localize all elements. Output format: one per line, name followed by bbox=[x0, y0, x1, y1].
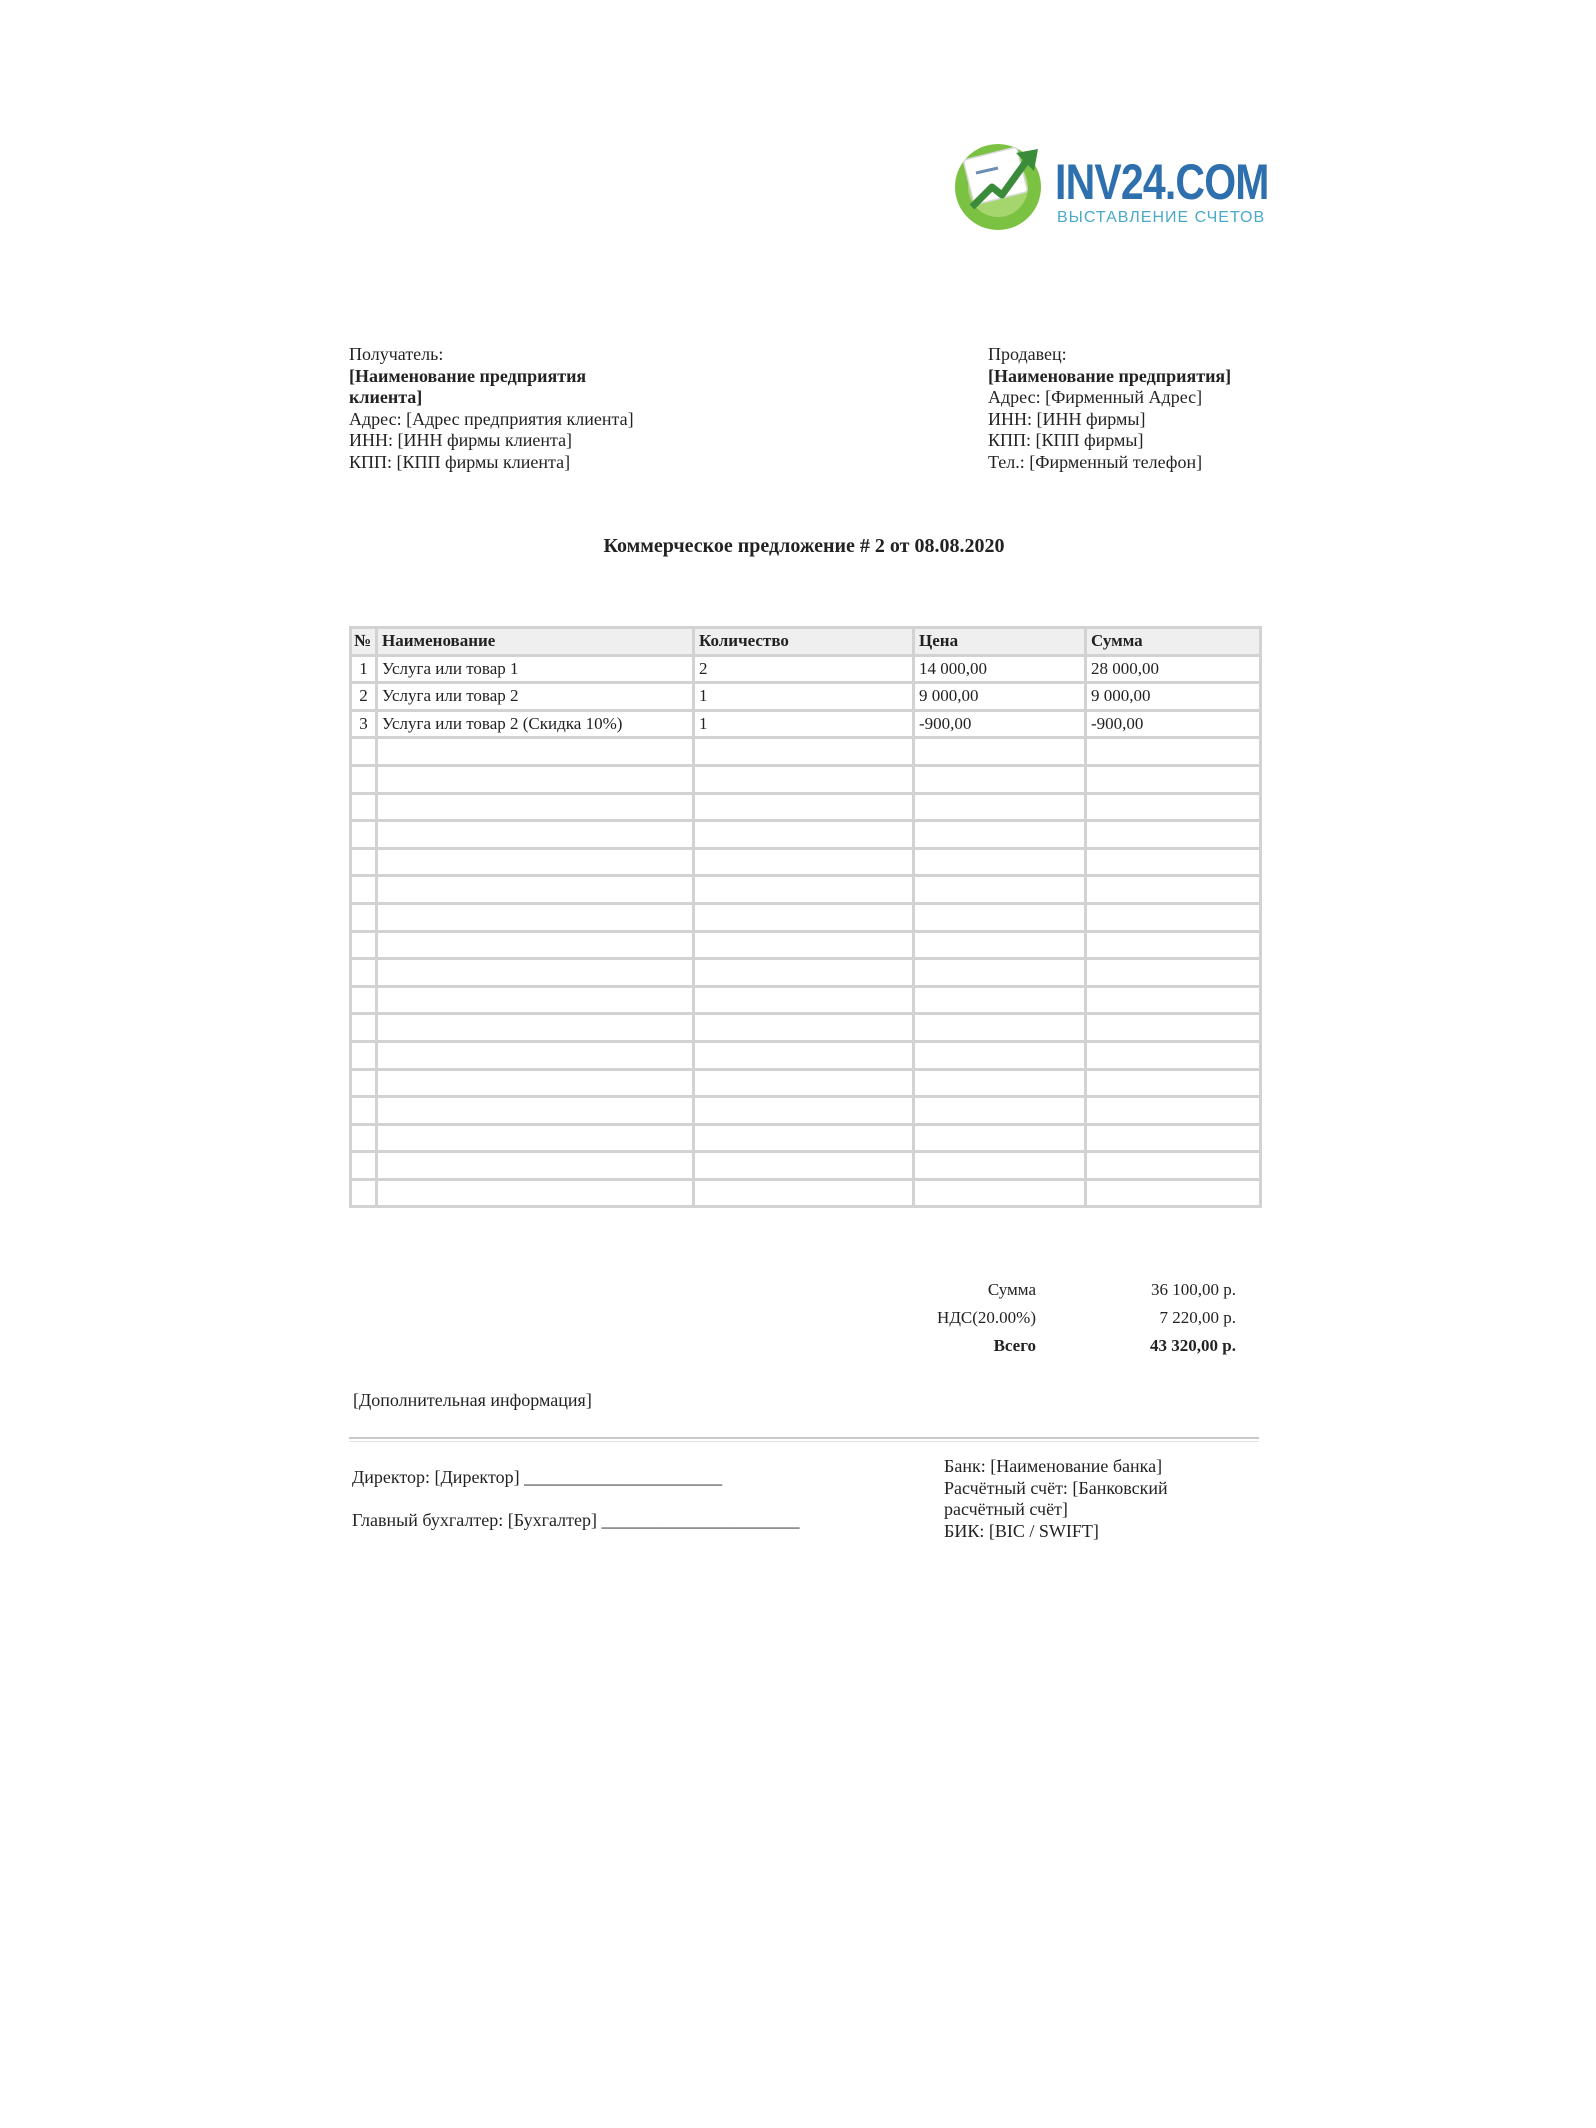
empty-cell bbox=[351, 903, 377, 931]
accountant-label: Главный бухгалтер: [Бухгалтер] bbox=[352, 1510, 597, 1530]
total-row bbox=[880, 1332, 1240, 1360]
empty-cell bbox=[351, 793, 377, 821]
recipient-name-line2: клиента] bbox=[349, 387, 423, 407]
empty-table-row bbox=[351, 1152, 1261, 1180]
empty-cell bbox=[914, 986, 1086, 1014]
bank-account-line2: расчётный счёт] bbox=[944, 1499, 1068, 1519]
empty-table-row bbox=[351, 1041, 1261, 1069]
cell-sum: 9 000,00 bbox=[1086, 683, 1261, 711]
empty-cell bbox=[351, 821, 377, 849]
empty-cell bbox=[1086, 738, 1261, 766]
seller-block bbox=[988, 344, 1318, 473]
logo-tagline: ВЫСТАВЛЕНИЕ СЧЕТОВ bbox=[1057, 209, 1266, 226]
empty-cell bbox=[1086, 765, 1261, 793]
empty-cell bbox=[351, 876, 377, 904]
empty-cell bbox=[694, 1179, 914, 1207]
empty-cell bbox=[914, 848, 1086, 876]
empty-cell bbox=[914, 931, 1086, 959]
document-title: Коммерческое предложение # 2 от 08.08.2020 bbox=[603, 535, 1005, 557]
empty-cell bbox=[351, 765, 377, 793]
empty-cell bbox=[377, 1179, 694, 1207]
director-signature bbox=[352, 1467, 722, 1488]
header-price: Цена bbox=[914, 628, 1086, 656]
cell-price: -900,00 bbox=[914, 710, 1086, 738]
divider bbox=[349, 1437, 1259, 1439]
empty-cell bbox=[694, 959, 914, 987]
empty-table-row bbox=[351, 1124, 1261, 1152]
empty-cell bbox=[1086, 1097, 1261, 1125]
empty-cell bbox=[914, 738, 1086, 766]
empty-cell bbox=[1086, 986, 1261, 1014]
empty-cell bbox=[1086, 1014, 1261, 1042]
empty-cell bbox=[377, 931, 694, 959]
empty-cell bbox=[914, 1124, 1086, 1152]
empty-cell bbox=[1086, 903, 1261, 931]
empty-cell bbox=[914, 959, 1086, 987]
accountant-signature-line: ______________________ bbox=[601, 1510, 800, 1530]
seller-phone: Тел.: [Фирменный телефон] bbox=[988, 451, 1203, 472]
empty-cell bbox=[914, 1014, 1086, 1042]
seller-kpp: КПП: [КПП фирмы] bbox=[988, 430, 1144, 450]
brand-logo bbox=[950, 135, 1269, 235]
director-label: Директор: [Директор] bbox=[352, 1467, 520, 1487]
empty-cell bbox=[1086, 1041, 1261, 1069]
empty-table-row bbox=[351, 931, 1261, 959]
subtotal-row bbox=[880, 1276, 1240, 1304]
table-row bbox=[351, 655, 1261, 683]
vat-row bbox=[880, 1304, 1240, 1332]
empty-cell bbox=[914, 821, 1086, 849]
empty-table-row bbox=[351, 821, 1261, 849]
additional-info: [Дополнительная информация] bbox=[353, 1390, 592, 1410]
cell-num: 1 bbox=[351, 655, 377, 683]
empty-cell bbox=[377, 959, 694, 987]
divider bbox=[349, 1441, 1259, 1442]
empty-cell bbox=[377, 1069, 694, 1097]
seller-name: [Наименование предприятия] bbox=[988, 365, 1232, 386]
empty-cell bbox=[1086, 876, 1261, 904]
empty-cell bbox=[351, 1069, 377, 1097]
seller-label: Продавец: bbox=[988, 344, 1067, 364]
empty-cell bbox=[914, 1041, 1086, 1069]
empty-cell bbox=[1086, 821, 1261, 849]
empty-cell bbox=[694, 1014, 914, 1042]
empty-cell bbox=[694, 876, 914, 904]
empty-cell bbox=[914, 793, 1086, 821]
cell-qty: 1 bbox=[694, 710, 914, 738]
empty-cell bbox=[914, 876, 1086, 904]
total-label: Всего bbox=[993, 1336, 1036, 1355]
recipient-address: Адрес: [Адрес предприятия клиента] bbox=[349, 408, 634, 429]
empty-table-row bbox=[351, 1097, 1261, 1125]
empty-table-row bbox=[351, 848, 1261, 876]
logo-brand-text: INV24.COM bbox=[1055, 154, 1269, 210]
empty-cell bbox=[694, 931, 914, 959]
empty-cell bbox=[1086, 793, 1261, 821]
empty-cell bbox=[351, 931, 377, 959]
empty-cell bbox=[694, 848, 914, 876]
header-qty: Количество bbox=[694, 628, 914, 656]
header-num: № bbox=[351, 628, 377, 656]
cell-price: 9 000,00 bbox=[914, 683, 1086, 711]
recipient-label: Получатель: bbox=[349, 344, 444, 364]
empty-cell bbox=[694, 903, 914, 931]
cell-name: Услуга или товар 1 bbox=[377, 655, 694, 683]
empty-cell bbox=[1086, 1069, 1261, 1097]
totals-block bbox=[880, 1276, 1240, 1360]
empty-cell bbox=[377, 903, 694, 931]
header-sum: Сумма bbox=[1086, 628, 1261, 656]
empty-cell bbox=[1086, 931, 1261, 959]
empty-cell bbox=[377, 1041, 694, 1069]
cell-num: 3 bbox=[351, 710, 377, 738]
empty-cell bbox=[351, 738, 377, 766]
empty-cell bbox=[351, 1014, 377, 1042]
cell-sum: 28 000,00 bbox=[1086, 655, 1261, 683]
subtotal-value: 36 100,00 р. bbox=[1151, 1280, 1236, 1299]
bank-bik: БИК: [BIC / SWIFT] bbox=[944, 1520, 1099, 1541]
empty-cell bbox=[377, 1014, 694, 1042]
cell-sum: -900,00 bbox=[1086, 710, 1261, 738]
vat-value: 7 220,00 р. bbox=[1159, 1308, 1236, 1327]
empty-table-row bbox=[351, 738, 1261, 766]
recipient-kpp: КПП: [КПП фирмы клиента] bbox=[349, 451, 571, 472]
empty-cell bbox=[914, 903, 1086, 931]
empty-cell bbox=[1086, 1179, 1261, 1207]
empty-cell bbox=[377, 793, 694, 821]
empty-cell bbox=[694, 1069, 914, 1097]
items-table bbox=[349, 626, 1262, 1208]
cell-num: 2 bbox=[351, 683, 377, 711]
empty-table-row bbox=[351, 793, 1261, 821]
empty-table-row bbox=[351, 959, 1261, 987]
empty-cell bbox=[694, 1041, 914, 1069]
table-row bbox=[351, 710, 1261, 738]
cell-qty: 1 bbox=[694, 683, 914, 711]
empty-cell bbox=[377, 765, 694, 793]
empty-cell bbox=[377, 1124, 694, 1152]
empty-cell bbox=[351, 1179, 377, 1207]
recipient-inn: ИНН: [ИНН фирмы клиента] bbox=[349, 430, 573, 450]
empty-cell bbox=[1086, 1124, 1261, 1152]
empty-table-row bbox=[351, 1014, 1261, 1042]
logo-mark-icon bbox=[950, 135, 1050, 235]
seller-inn: ИНН: [ИНН фирмы] bbox=[988, 408, 1146, 429]
empty-cell bbox=[351, 1041, 377, 1069]
empty-cell bbox=[694, 1152, 914, 1180]
empty-table-row bbox=[351, 986, 1261, 1014]
cell-name: Услуга или товар 2 bbox=[377, 683, 694, 711]
empty-cell bbox=[351, 959, 377, 987]
empty-cell bbox=[377, 986, 694, 1014]
seller-address: Адрес: [Фирменный Адрес] bbox=[988, 387, 1203, 407]
empty-table-row bbox=[351, 765, 1261, 793]
empty-cell bbox=[694, 821, 914, 849]
empty-cell bbox=[351, 1124, 377, 1152]
table-header-row bbox=[351, 628, 1261, 656]
empty-table-row bbox=[351, 1179, 1261, 1207]
empty-cell bbox=[694, 1124, 914, 1152]
empty-cell bbox=[1086, 1152, 1261, 1180]
empty-cell bbox=[914, 765, 1086, 793]
empty-cell bbox=[377, 848, 694, 876]
vat-label: НДС(20.00%) bbox=[937, 1308, 1036, 1327]
header-name: Наименование bbox=[377, 628, 694, 656]
table-row bbox=[351, 683, 1261, 711]
empty-cell bbox=[694, 765, 914, 793]
cell-name: Услуга или товар 2 (Скидка 10%) bbox=[377, 710, 694, 738]
empty-cell bbox=[377, 1152, 694, 1180]
empty-cell bbox=[694, 793, 914, 821]
director-signature-line: ______________________ bbox=[524, 1467, 723, 1487]
subtotal-label: Сумма bbox=[987, 1280, 1036, 1299]
accountant-signature bbox=[352, 1510, 799, 1531]
empty-table-row bbox=[351, 1069, 1261, 1097]
recipient-name-line1: [Наименование предприятия bbox=[349, 365, 587, 386]
cell-price: 14 000,00 bbox=[914, 655, 1086, 683]
bank-name: Банк: [Наименование банка] bbox=[944, 1456, 1163, 1476]
empty-cell bbox=[694, 1097, 914, 1125]
empty-cell bbox=[351, 1097, 377, 1125]
empty-cell bbox=[1086, 959, 1261, 987]
empty-cell bbox=[351, 986, 377, 1014]
empty-cell bbox=[351, 1152, 377, 1180]
empty-cell bbox=[377, 738, 694, 766]
empty-cell bbox=[914, 1179, 1086, 1207]
empty-cell bbox=[694, 986, 914, 1014]
empty-cell bbox=[377, 876, 694, 904]
empty-cell bbox=[914, 1097, 1086, 1125]
empty-cell bbox=[914, 1069, 1086, 1097]
empty-cell bbox=[377, 821, 694, 849]
total-value: 43 320,00 р. bbox=[1150, 1336, 1236, 1355]
empty-cell bbox=[351, 848, 377, 876]
empty-cell bbox=[377, 1097, 694, 1125]
recipient-block bbox=[349, 344, 669, 473]
cell-qty: 2 bbox=[694, 655, 914, 683]
empty-cell bbox=[694, 738, 914, 766]
bank-account-line1: Расчётный счёт: [Банковский bbox=[944, 1477, 1168, 1498]
empty-cell bbox=[914, 1152, 1086, 1180]
empty-table-row bbox=[351, 903, 1261, 931]
bank-block bbox=[944, 1456, 1224, 1542]
empty-cell bbox=[1086, 848, 1261, 876]
empty-table-row bbox=[351, 876, 1261, 904]
